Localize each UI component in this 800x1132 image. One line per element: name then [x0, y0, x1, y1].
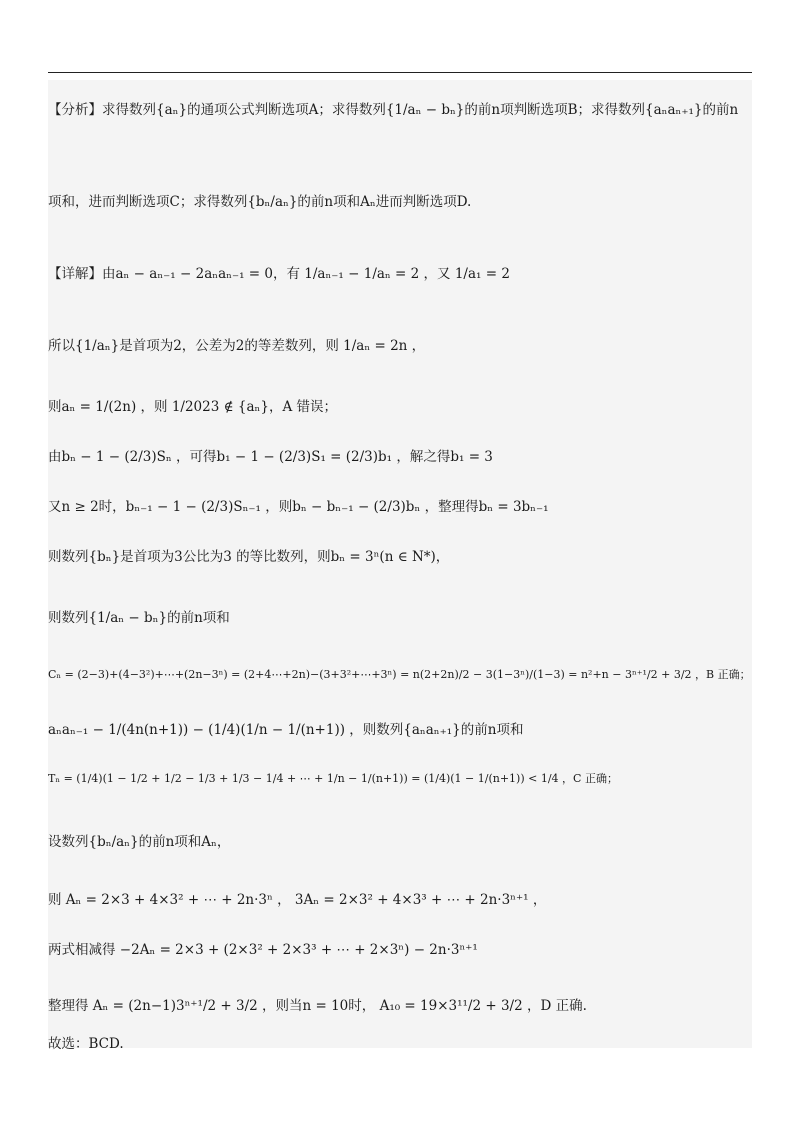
partial-sum-intro-line: 则数列{1/aₙ − bₙ}的前n项和: [48, 610, 230, 626]
tn-sum-line: Tₙ = (1/4)(1 − 1/2 + 1/2 − 1/3 + 1/3 − 1/4 + ⋯ + 1/n − 1/(n+1)) = (1/4)(1 − 1/(n+1)) < 1/4 ，C 正确；: [48, 772, 618, 785]
analysis-line-1: 【分析】求得数列{aₙ}的通项公式判断选项A；求得数列{1/aₙ − bₙ}的前n项判断选项B；求得数列{aₙaₙ₊₁}的前n: [48, 102, 739, 118]
an-product-line: aₙaₙ₋₁ − 1/(4n(n+1)) − (1/4)(1/n − 1/(n+1)) ，则数列{aₙaₙ₊₁}的前n项和: [48, 722, 524, 738]
recurrence-line: 又n ≥ 2时，bₙ₋₁ − 1 − (2/3)Sₙ₋₁ ，则bₙ − bₙ₋₁ − (2/3)bₙ ，整理得bₙ = 3bₙ₋₁: [48, 499, 549, 515]
top-rule: [48, 72, 752, 73]
an-expansion-line: 则 Aₙ = 2×3 + 4×3² + ⋯ + 2n·3ⁿ ， 3Aₙ = 2×3² + 4×3³ + ⋯ + 2n·3ⁿ⁺¹ ，: [48, 892, 547, 908]
analysis-line-2: 项和，进而判断选项C；求得数列{bₙ/aₙ}的前n项和Aₙ进而判断选项D.: [48, 194, 472, 210]
geometric-sequence-line: 则数列{bₙ}是首项为3公比为3 的等比数列，则bₙ = 3ⁿ(n ∈ N*)，: [48, 549, 450, 565]
arithmetic-sequence-line: 所以{1/aₙ}是首项为2，公差为2的等差数列，则 1/aₙ = 2n ，: [48, 338, 426, 354]
detail-intro-line: 【详解】由aₙ − aₙ₋₁ − 2aₙaₙ₋₁ = 0，有 1/aₙ₋₁ − 1/aₙ = 2 ，又 1/a₁ = 2: [48, 266, 510, 282]
answer-line: 故选：BCD.: [48, 1036, 124, 1052]
subtraction-line: 两式相减得 −2Aₙ = 2×3 + (2×3² + 2×3³ + ⋯ + 2×3ⁿ) − 2n·3ⁿ⁺¹: [48, 942, 478, 958]
simplify-line: 整理得 Aₙ = (2n−1)3ⁿ⁺¹/2 + 3/2 ，则当n = 10时， A₁₀ = 19×3¹¹/2 + 3/2 ，D 正确.: [48, 998, 587, 1014]
cn-sum-line: Cₙ = (2−3)+(4−3²)+⋯+(2n−3ⁿ) = (2+4⋯+2n)−(3+3²+⋯+3ⁿ) = n(2+2n)/2 − 3(1−3ⁿ)/(1−3) = n²+n − 3ⁿ⁺¹/2 + 3/2 ，B 正确；: [48, 668, 751, 681]
an-formula-line: 则aₙ = 1/(2n) ，则 1/2023 ∉ {aₙ}，A 错误；: [48, 399, 337, 415]
an-sum-intro-line: 设数列{bₙ/aₙ}的前n项和Aₙ，: [48, 834, 231, 850]
b1-line: 由bₙ − 1 − (2/3)Sₙ ，可得b₁ − 1 − (2/3)S₁ = (2/3)b₁ ，解之得b₁ = 3: [48, 449, 493, 465]
